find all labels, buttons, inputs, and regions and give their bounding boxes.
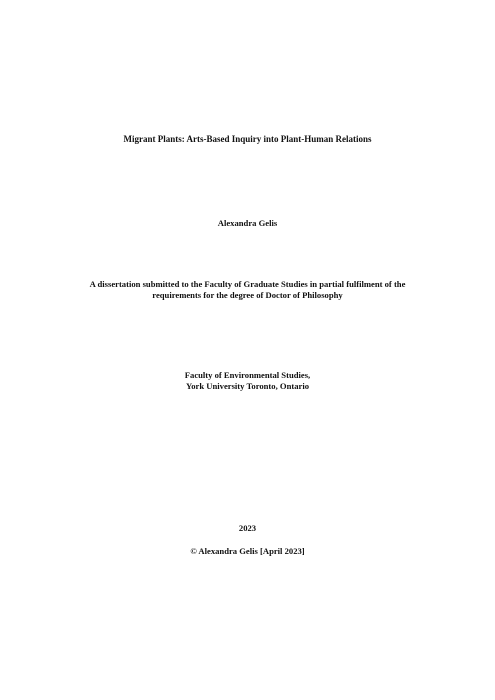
- submission-statement-line-1: A dissertation submitted to the Faculty of Graduate Studies in partial fulfilment of the: [89, 279, 406, 289]
- dissertation-title: Migrant Plants: Arts-Based Inquiry into Plant-Human Relations: [123, 134, 372, 144]
- copyright-notice: © Alexandra Gelis [April 2023]: [190, 546, 305, 556]
- submission-statement-line-2: requirements for the degree of Doctor of Philosophy: [152, 290, 343, 300]
- university-location: York University Toronto, Ontario: [185, 381, 310, 391]
- year: 2023: [238, 523, 257, 533]
- faculty-name: Faculty of Environmental Studies,: [184, 370, 311, 380]
- author-name: Alexandra Gelis: [217, 218, 278, 228]
